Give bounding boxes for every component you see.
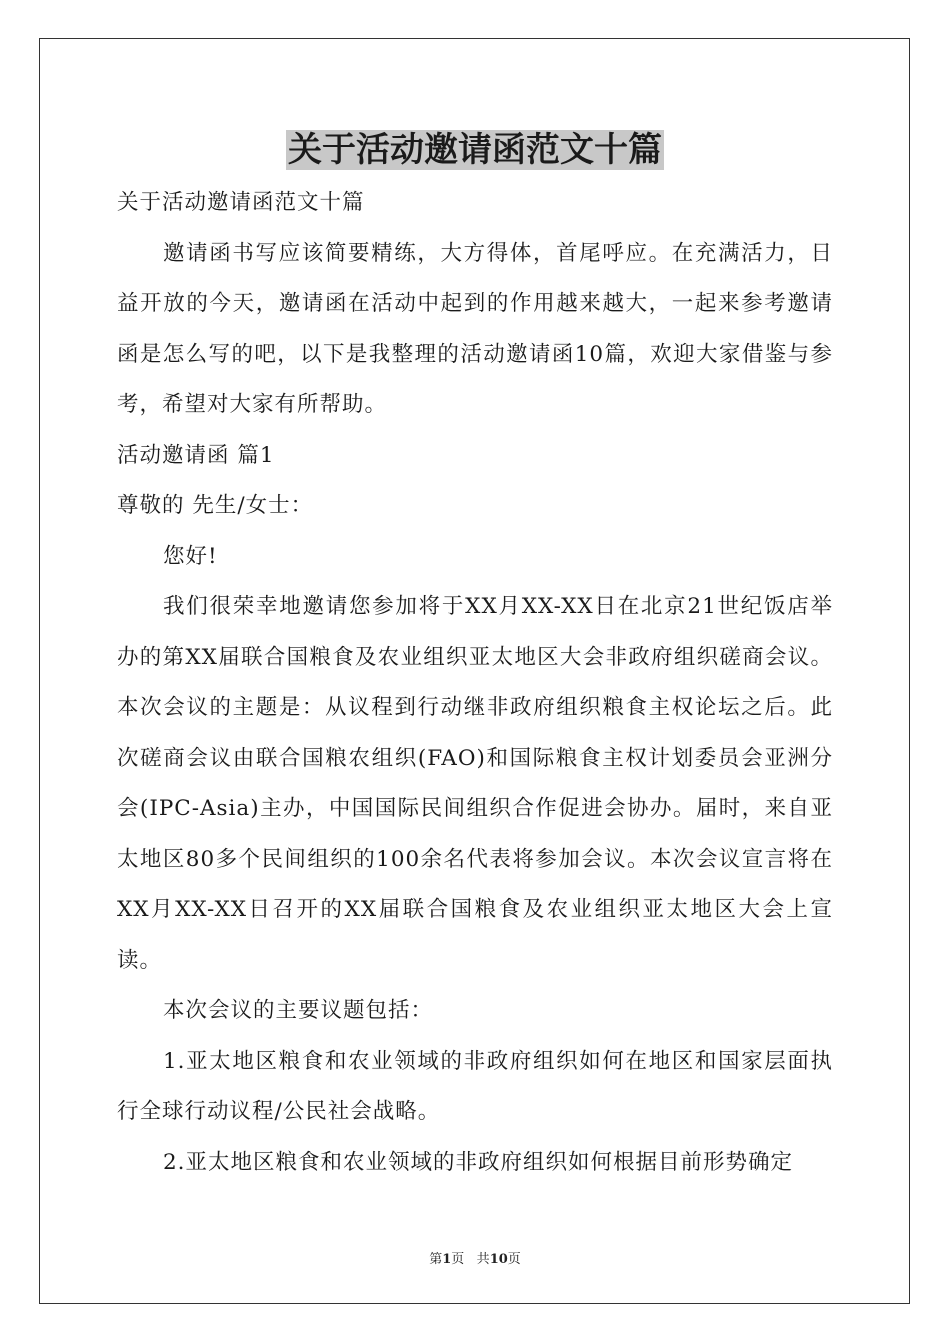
footer-total-prefix: 共 [476, 1252, 490, 1267]
footer-total-pages: 10 [489, 1252, 508, 1267]
document-title [0, 126, 950, 174]
list-item-topic-2: 2.亚太地区粮食和农业领域的非政府组织如何根据目前形势确定 [163, 1149, 794, 1175]
footer-total-suffix: 页 [507, 1252, 521, 1267]
document-title-text: 关于活动邀请函范文十篇 [288, 130, 662, 170]
document-body [117, 178, 833, 1188]
list-item-topic-1: 1.亚太地区粮食和农业领域的非政府组织如何在地区和国家层面执行全球行动议程/公民社会战略。 [117, 1048, 833, 1124]
paragraph-intro: 邀请函书写应该简要精练，大方得体，首尾呼应。在充满活力，日益开放的今天，邀请函在活动中起到的作用越来越大，一起来参考邀请函是怎么写的吧，以下是我整理的活动邀请函10篇，欢迎大家借鉴与参考，希望对大家有所帮助。 [117, 240, 833, 417]
paragraph-invitation: 我们很荣幸地邀请您参加将于XX月XX-XX日在北京21世纪饭店举办的第XX届联合国粮食及农业组织亚太地区大会非政府组织磋商会议。本次会议的主题是：从议程到行动继非政府组织粮食主权论坛之后。此次磋商会议由联合国粮农组织(FAO)和国际粮食主权计划委员会亚洲分会(IPC-Asia)主办，中国国际民间组织合作促进会协办。届时，来自亚太地区80多个民间组织的100余名代表将参加会议。本次会议宣言将在XX月XX-XX日召开的XX届联合国粮食及农业组织亚太地区大会上宣读。 [117, 594, 833, 973]
footer-prefix: 第 [429, 1252, 443, 1267]
greeting: 您好! [163, 543, 218, 569]
page-footer [0, 1248, 950, 1267]
footer-page-suffix: 页 [451, 1252, 465, 1267]
section-heading-1: 活动邀请函 篇1 [117, 442, 275, 468]
paragraph-topics-intro: 本次会议的主要议题包括： [163, 998, 434, 1023]
paragraph-subtitle: 关于活动邀请函范文十篇 [117, 190, 365, 215]
salutation: 尊敬的 先生/女士： [117, 493, 314, 518]
footer-page-number: 1 [442, 1252, 452, 1267]
